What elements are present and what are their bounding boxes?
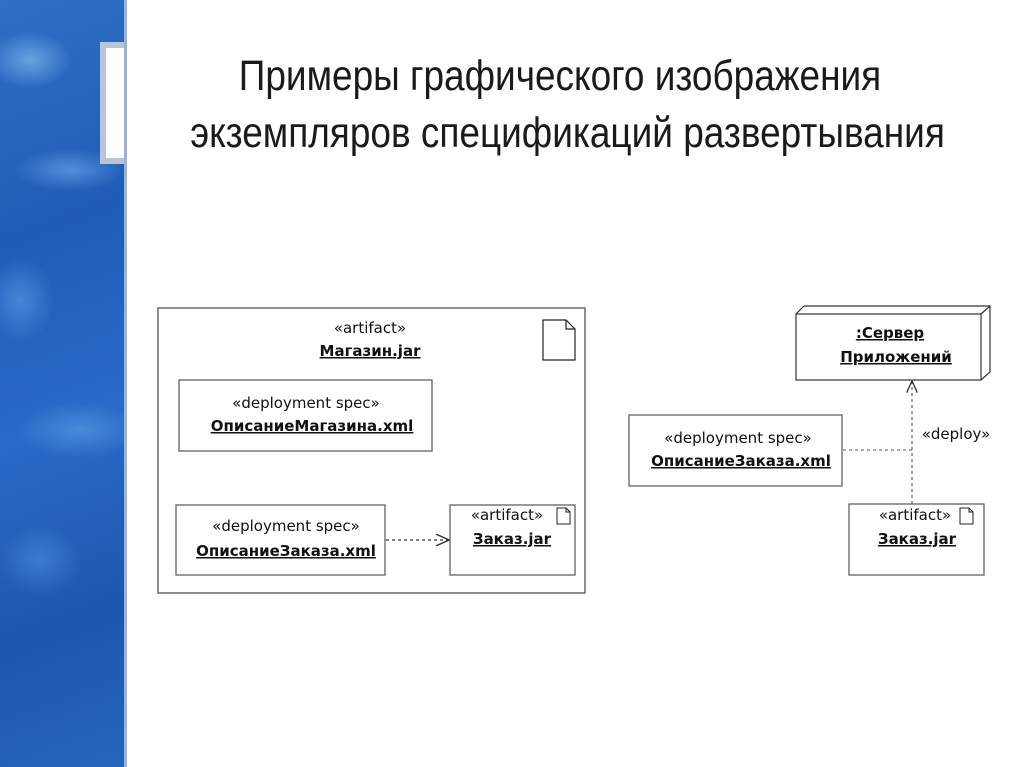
artifact-order-left-stereotype: «artifact» [470,506,544,524]
node-app-server [796,306,990,380]
spec-order-right-name: ОписаниеЗаказа.xml [651,452,831,470]
deployment-spec-store [179,380,432,451]
container-stereotype: «artifact» [333,319,407,337]
node-name-line-1: :Сервер [855,324,925,342]
artifact-order-right-name: Заказ.jar [877,530,957,548]
spec-order-left-stereotype: «deployment spec» [212,517,360,535]
deployment-spec-order-right [629,415,842,486]
spec-order-left-name: ОписаниеЗаказа.xml [196,542,376,560]
title-line-1: Примеры графического изображения [238,52,882,100]
deployment-spec-order-left [176,505,385,575]
document-icon [543,320,575,360]
container-name: Магазин.jar [319,342,421,360]
deploy-label: «deploy» [921,425,991,443]
document-icon [960,508,973,524]
artifact-order-left [450,505,575,575]
spec-order-right-stereotype: «deployment spec» [664,429,812,447]
artifact-order-left-name: Заказ.jar [472,530,552,548]
title-line-2: экземпляров спецификаций развертывания [190,109,945,157]
node-name-line-2: Приложений [840,348,952,366]
spec-store-name: ОписаниеМагазина.xml [210,417,414,435]
document-icon [557,508,570,524]
artifact-order-right [849,504,984,575]
spec-store-stereotype: «deployment spec» [232,394,380,412]
artifact-order-right-stereotype: «artifact» [878,506,952,524]
